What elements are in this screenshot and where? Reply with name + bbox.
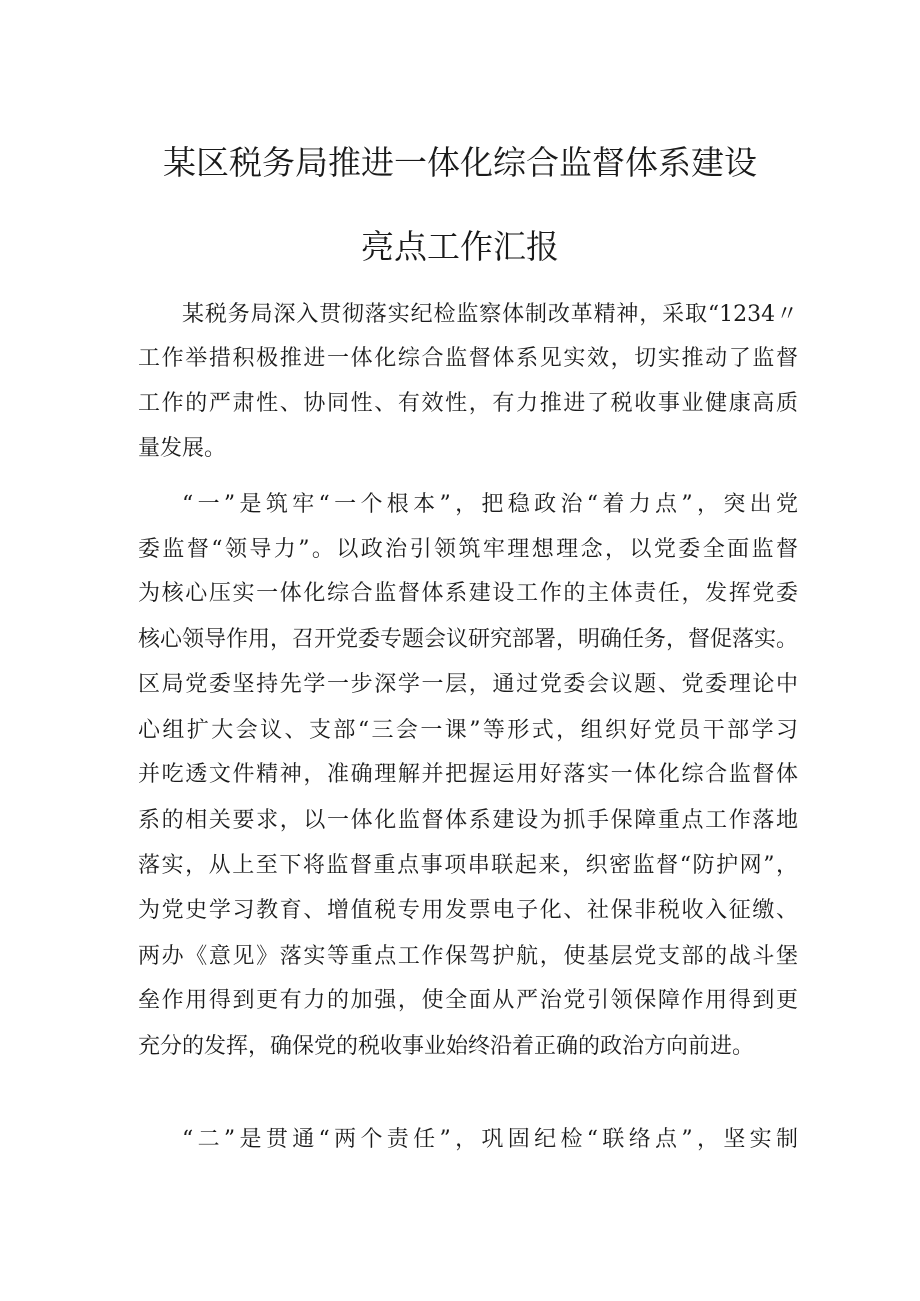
text-line: “二”是贯通“两个责任”，巩固纪检“联络点”，坚实制 xyxy=(182,1127,798,1152)
text-line: 为党史学习教育、增值税专用发票电子化、社保非税收入征缴、 xyxy=(138,898,798,923)
text-line: 区局党委坚持先学一步深学一层，通过党委会议题、党委理论中 xyxy=(138,672,798,697)
text-line: 落实，从上至下将监督重点事项串联起来，织密监督“防护网”， xyxy=(138,853,798,878)
document-title-line-1: 某区税务局推进一体化综合监督体系建设 xyxy=(163,143,757,182)
text-line: 量发展。 xyxy=(138,436,227,461)
text-line: 并吃透文件精神，准确理解并把握运用好落实一体化综合监督体 xyxy=(138,762,798,787)
document-title-line-2: 亮点工作汇报 xyxy=(361,227,559,266)
text-line: 垒作用得到更有力的加强，使全面从严治党引领保障作用得到更 xyxy=(138,988,798,1013)
text-line: 心组扩大会议、支部“三会一课”等形式，组织好党员干部学习 xyxy=(138,718,798,743)
text-line: 委监督“领导力”。以政治引领筑牢理想理念，以党委全面监督 xyxy=(138,537,798,562)
text-line: “一”是筑牢“一个根本”，把稳政治“着力点”，突出党 xyxy=(182,492,798,517)
text-line: 为核心压实一体化综合监督体系建设工作的主体责任，发挥党委 xyxy=(138,581,798,606)
text-line: 充分的发挥，确保党的税收事业始终沿着正确的政治方向前进。 xyxy=(138,1034,755,1059)
text-line: 某税务局深入贯彻落实纪检监察体制改革精神，采取“1234〃 xyxy=(182,302,798,327)
text-line: 工作举措积极推进一体化综合监督体系见实效，切实推动了监督 xyxy=(138,346,798,371)
text-line: 系的相关要求，以一体化监督体系建设为抓手保障重点工作落地 xyxy=(138,808,798,833)
text-line: 两办《意见》落实等重点工作保驾护航，使基层党支部的战斗堡 xyxy=(138,944,798,969)
text-line: 工作的严肃性、协同性、有效性，有力推进了税收事业健康高质 xyxy=(138,391,798,416)
text-line: 核心领导作用，召开党委专题会议研究部署，明确任务，督促落实。 xyxy=(138,627,799,652)
